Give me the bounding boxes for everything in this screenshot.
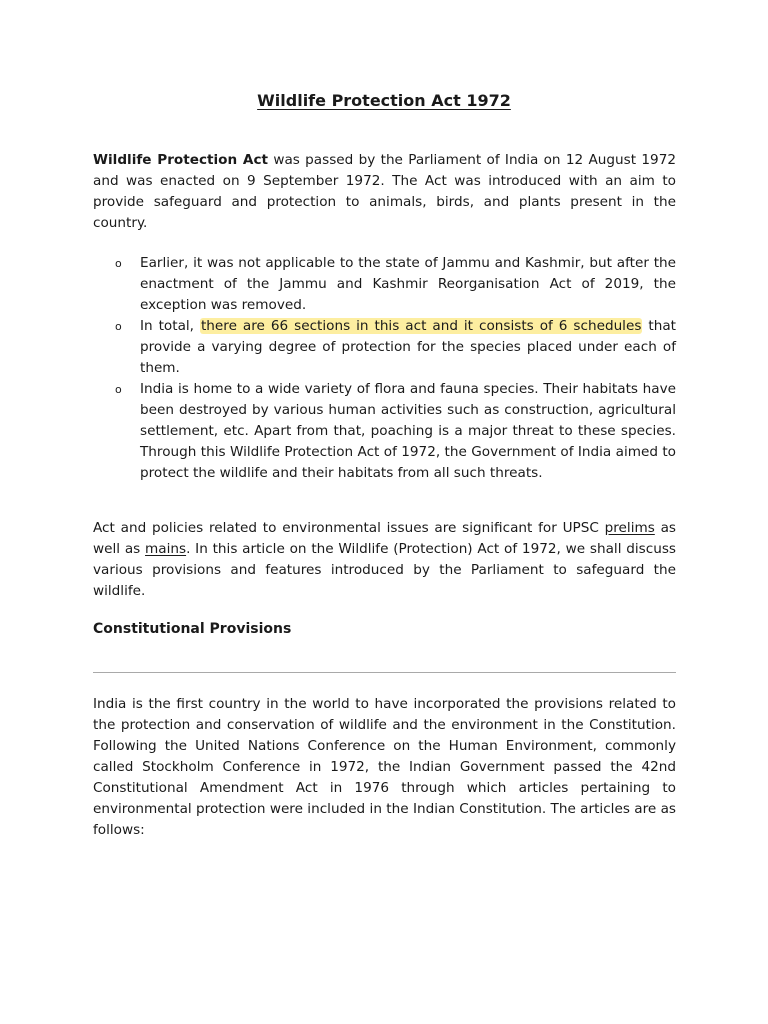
horizontal-divider: [93, 672, 676, 673]
list-item: [93, 379, 676, 484]
upsc-paragraph: [93, 518, 676, 602]
intro-paragraph: [93, 150, 676, 234]
para2-text-3: . In this article on the Wildlife (Protection) Act of 1972, we shall discuss various provisions and features introduced by the Parliament to safeguard the wildlife.: [93, 541, 677, 599]
para2-text-1: Act and policies related to environmental issues are significant for UPSC: [93, 520, 605, 536]
list-item-text-after: that provide a varying degree of protection for the species placed under each of them.: [140, 318, 676, 376]
intro-bold-term: Wildlife Protection Act: [93, 152, 268, 168]
document-title: [0, 89, 768, 113]
bullet-marker: o: [115, 257, 122, 270]
list-item-text: Earlier, it was not applicable to the state of Jammu and Kashmir, but after the enactment of the Jammu and Kashmir Reorganisation Act of 2019, the exception was removed.: [140, 255, 676, 313]
list-item-text: India is home to a wide variety of flora and fauna species. Their habitats have been destroyed by various human activities such as construction, agricultural settlement, etc. Apart from that, poaching is a major threat to these species. Through this Wildlife Protection Act of 1972, the Government of India aimed to protect the wildlife and their habitats from all such threats.: [140, 381, 676, 481]
bullet-list: [93, 253, 676, 484]
prelims-link[interactable]: prelims: [604, 520, 655, 536]
intro-text: was passed by the Parliament of India on 12 August 1972 and was enacted on 9 September 1972. The Act was introduced with an aim to provide safeguard and protection to animals, birds, and plants present in the country.: [93, 152, 676, 231]
title-text: Wildlife Protection Act 1972: [257, 91, 511, 110]
bullet-marker: o: [115, 383, 122, 396]
constitution-paragraph: India is the first country in the world to have incorporated the provisions related to the protection and conservation of wildlife and the environment in the Constitution. Following the United Nations Conference on the Human Environment, commonly called Stockholm Conference in 1972, the Indian Government passed the 42nd Constitutional Amendment Act in 1976 through which articles pertaining to environmental protection were included in the Indian Constitution. The articles are as follows:: [93, 696, 676, 838]
highlighted-text: there are 66 sections in this act and it consists of 6 schedules: [200, 318, 642, 334]
section-heading: Constitutional Provisions: [93, 621, 292, 637]
list-item: [93, 253, 676, 316]
bullet-marker: o: [115, 320, 122, 333]
mains-link[interactable]: mains: [145, 541, 187, 557]
list-item-text-before: In total,: [140, 318, 200, 334]
para2-text-2: as well as: [93, 520, 676, 557]
list-item: [93, 316, 676, 379]
